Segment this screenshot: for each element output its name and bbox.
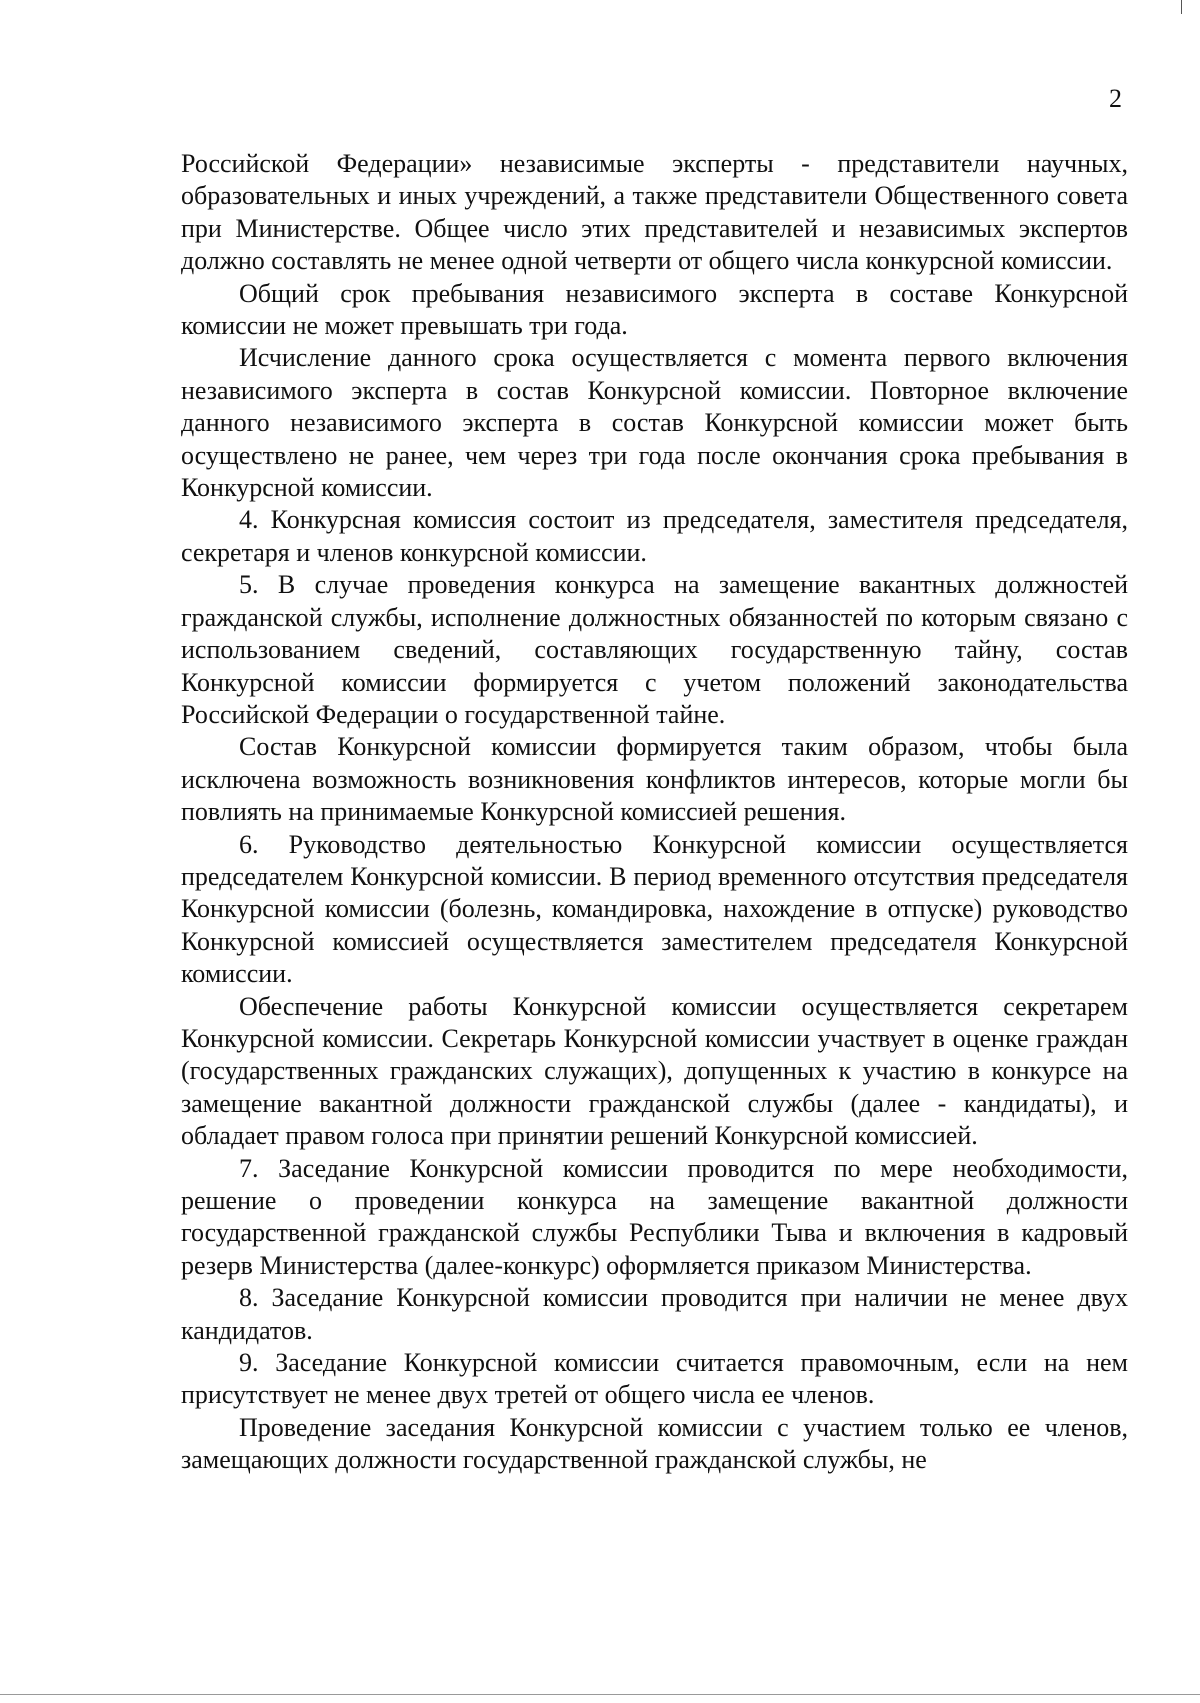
paragraph-secretary: Обеспечение работы Конкурсной комиссии осуществляется секретарем Конкурсной комиссии. Секретарь Конкурсной комиссии участвует в оценке граждан (государственных гражданских служащих), допущенных к участию в конкурсе на замещение вакантной должности гражданской службы (далее - кандидаты), и обладает правом голоса при принятии решений Конкурсной комиссией.: [181, 991, 1128, 1151]
paragraph-conflict-of-interest: Состав Конкурсной комиссии формируется таким образом, чтобы была исключена возможность возникновения конфликтов интересов, которые могли бы повлиять на принимаемые Конкурсной комиссией решения.: [181, 732, 1128, 827]
scan-edge-line: [0, 1694, 1200, 1695]
page-number: 2: [1109, 84, 1122, 113]
paragraph-continuation: Российской Федерации» независимые эксперты - представители научных, образовательных и иных учреждений, а также представители Общественного совета при Министерстве. Общее число этих представителей и независимых экспертов должно составлять не менее одной четверти от общего числа конкурсной комиссии.: [181, 149, 1128, 276]
scan-edge-mark: [1181, 0, 1182, 14]
paragraph-item-7: 7. Заседание Конкурсной комиссии проводится по мере необходимости, решение о проведении конкурса на замещение вакантной должности государственной гражданской службы Республики Тыва и включения в кадровый резерв Министерства (далее-конкурс) оформляется приказом Министерства.: [181, 1153, 1128, 1280]
paragraph-item-5: 5. В случае проведения конкурса на замещение вакантных должностей гражданской службы, исполнение должностных обязанностей по которым связано с использованием сведений, составляющих государственную тайну, состав Конкурсной комиссии формируется с учетом положений законодательства Российской Федерации о государственной тайне.: [181, 570, 1128, 729]
paragraph-meeting-members: Проведение заседания Конкурсной комиссии с участием только ее членов, замещающих должности государственной гражданской службы, не: [181, 1412, 1128, 1475]
document-body: [181, 148, 1128, 1477]
paragraph-item-6: 6. Руководство деятельностью Конкурсной комиссии осуществляется председателем Конкурсной комиссии. В период временного отсутствия председателя Конкурсной комиссии (болезнь, командировка, нахождение в отпуске) руководство Конкурсной комиссией осуществляется заместителем председателя Конкурсной комиссии.: [181, 829, 1128, 989]
paragraph-item-9: 9. Заседание Конкурсной комиссии считается правомочным, если на нем присутствует не менее двух третей от общего числа ее членов.: [181, 1348, 1128, 1410]
paragraph-expert-term: Общий срок пребывания независимого эксперта в составе Конкурсной комиссии не может превышать три года.: [181, 278, 1128, 341]
paragraph-item-4: 4. Конкурсная комиссия состоит из председателя, заместителя председателя, секретаря и членов конкурсной комиссии.: [181, 505, 1128, 567]
paragraph-item-8: 8. Заседание Конкурсной комиссии проводится при наличии не менее двух кандидатов.: [181, 1283, 1128, 1345]
paragraph-term-calculation: Исчисление данного срока осуществляется с момента первого включения независимого эксперта в состав Конкурсной комиссии. Повторное включение данного независимого эксперта в состав Конкурсной комиссии может быть осуществлено не ранее, чем через три года после окончания срока пребывания в Конкурсной комиссии.: [181, 343, 1128, 503]
